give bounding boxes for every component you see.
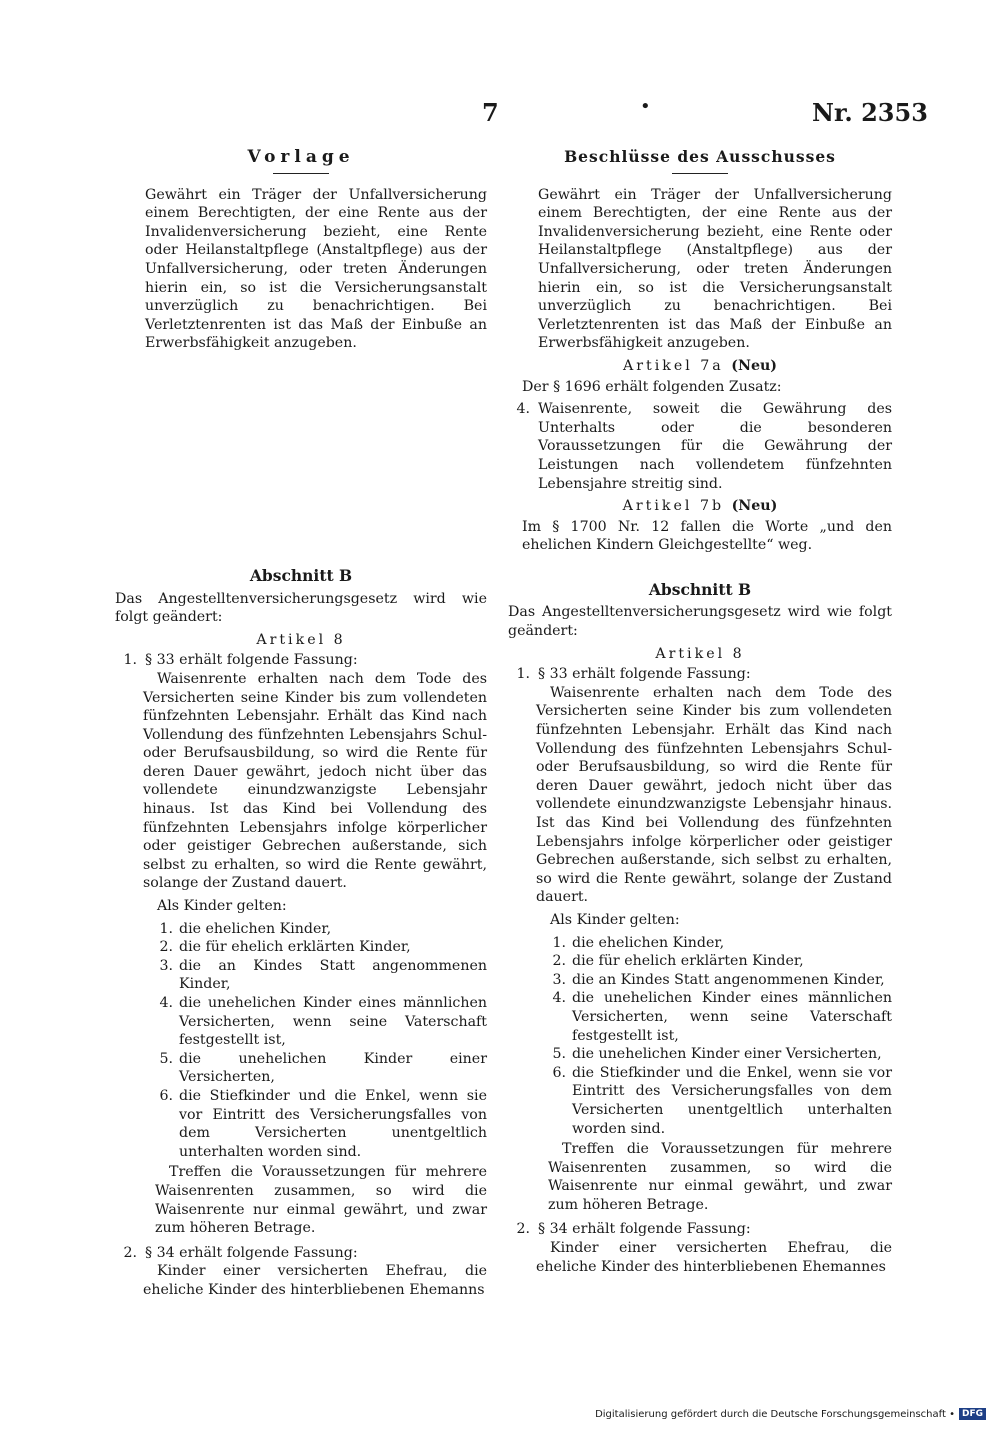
left-item-2-body: Kinder einer versicherten Ehefrau, die eheliche Kinder des hinterbliebenen Ehemanns [143, 1263, 487, 1298]
list-item-number: 4. [552, 990, 566, 1007]
list-item-number: 3. [552, 971, 566, 988]
left-column [115, 148, 487, 1304]
list-item-number: 1. [552, 934, 566, 951]
left-closing: Treffen die Voraussetzungen für mehrere Waisenrenten zusammen, so wird die Waisenrente nur einmal gewährt, und zwar zum höheren Betrage. [155, 1164, 487, 1237]
right-section-intro: Das Angestelltenversicherungsgesetz wird wie folgt geändert: [508, 604, 892, 640]
right-item-2-number: 2. [516, 1221, 530, 1238]
left-spacer [115, 357, 487, 563]
left-item-2 [115, 1244, 487, 1263]
list-item-text: die unehelichen Kinder einer Versicherten, [572, 1046, 882, 1063]
list-item-text: die unehelichen Kinder eines männlichen Versicherten, wenn seine Vaterschaft festgestellt ist, [179, 995, 487, 1049]
list-item [155, 938, 487, 957]
right-section-heading: Abschnitt B [648, 579, 752, 599]
list-item-text: die unehelichen Kinder einer Versicherten, [179, 1050, 487, 1086]
left-item-1-body: Waisenrente erhalten nach dem Tode des Versicherten seine Kinder bis zum vollendeten fünfzehnten Lebensjahr. Erhält das Kind nach Vollendung des fünfzehnten Lebensjahrs Schul- oder Berufsausbildung, so wird die Rente für deren Dauer gewährt, jedoch nicht über das vollendete einundzwanzigste Lebensjahr hinaus. Ist das Kind bei Vollendung des fünfzehnten Lebensjahrs infolge körperlicher oder geistiger Gebrechen außerstande, sich selbst zu erhalten, so wird die Rente gewährt, solange der Zustand dauert. [143, 670, 487, 892]
right-item-1-number: 1. [516, 666, 530, 683]
left-item-1-body-block [115, 670, 487, 916]
footer-text: Digitalisierung gefördert durch die Deutsche Forschungsgemeinschaft • [595, 1408, 955, 1420]
right-spacer [508, 559, 892, 577]
right-article-7b-text: Im § 1700 Nr. 12 fallen die Worte „und den ehelichen Kindern Gleichgestellte“ weg. [522, 518, 892, 554]
dfg-logo: DFG [959, 1408, 986, 1420]
digitization-footer [595, 1408, 986, 1420]
right-article-7a-text: Der § 1696 erhält folgenden Zusatz: [522, 378, 782, 395]
left-kinder-list [115, 920, 487, 1162]
list-item-number: 5. [159, 1050, 173, 1067]
right-article-7a-item-number: 4. [516, 401, 530, 418]
list-item-number: 4. [159, 995, 173, 1011]
left-section-intro: Das Angestelltenversicherungsgesetz wird wie folgt geändert: [115, 590, 487, 626]
right-article-7a-item-text: Waisenrente, soweit die Gewährung des Unterhalts oder die besonderen Voraussetzungen für die Gewährung der Leistungen nach vollendetem fünfzehnten Lebensjahre streitig sind. [538, 401, 892, 492]
left-section-heading: Abschnitt B [249, 565, 353, 585]
list-item [548, 1045, 892, 1064]
right-item-2-text: § 34 erhält folgende Fassung: [538, 1221, 751, 1238]
list-item-number: 5. [552, 1046, 566, 1063]
right-item-2 [508, 1220, 892, 1239]
list-item-number: 6. [159, 1087, 173, 1104]
list-item-text: die Stiefkinder und die Enkel, wenn sie vor Eintritt des Versicherungsfalles von dem Versicherten unentgeltlich unterhalten worden sind. [572, 1064, 892, 1137]
right-item-1-body: Waisenrente erhalten nach dem Tode des Versicherten seine Kinder bis zum vollendeten fünfzehnten Lebensjahr. Erhält das Kind nach Vollendung des fünfzehnten Lebensjahrs Schul- oder Berufsausbildung, so wird die Rente für deren Dauer gewährt, jedoch nicht über das vollendete einundzwanzigste Lebensjahr hinaus. Ist das Kind bei Vollendung des fünfzehnten Lebensjahrs infolge körperlicher oder geistiger Gebrechen außerstande, sich selbst zu erhalten, so wird die Rente gewährt, solange der Zustand dauert. [536, 684, 892, 906]
article-7a-new-tag: (Neu) [731, 357, 778, 374]
left-item-2-text: § 34 erhält folgende Fassung: [145, 1244, 358, 1261]
left-intro: Gewährt ein Träger der Unfallversicherung einem Berechtigten, der eine Rente aus der Invalidenversicherung bezieht, eine Rente oder Heilanstaltpflege (Anstaltpflege) aus der Unfallversicherung, oder treten Änderungen hierin ein, so ist die Versicherungsanstalt unverzüglich zu benachrichtigen. Bei Verletztenrenten ist das Maß der Einbuße an Erwerbsfähigkeit anzugeben. [145, 186, 487, 352]
right-article-7b [508, 497, 892, 516]
left-item-1 [115, 651, 487, 670]
list-item-text: die unehelichen Kinder eines männlichen Versicherten, wenn seine Vaterschaft festgestellt ist, [572, 990, 892, 1044]
left-heading-rule [273, 173, 329, 174]
right-heading: Beschlüsse des Ausschusses [564, 147, 836, 166]
list-item [155, 957, 487, 994]
right-article-7a-item [508, 400, 892, 493]
list-item [548, 1064, 892, 1138]
list-item-text: die an Kindes Statt angenommenen Kinder, [179, 957, 487, 993]
left-item-1-number: 1. [123, 652, 137, 669]
right-heading-rule [672, 173, 728, 174]
article-7b-label: Artikel 7b [622, 498, 725, 515]
left-item-1-text: § 33 erhält folgende Fassung: [145, 652, 358, 669]
list-item [155, 1050, 487, 1087]
document-number: Nr. 2353 [812, 98, 928, 127]
left-heading: Vorlage [247, 147, 355, 167]
article-7b-new-tag: (Neu) [731, 498, 778, 515]
list-item-number: 6. [552, 1064, 566, 1081]
right-item-1 [508, 665, 892, 684]
list-item [155, 1087, 487, 1161]
list-item-text: die ehelichen Kinder, [572, 934, 725, 951]
list-item [548, 989, 892, 1045]
right-item-2-body-block [508, 1239, 892, 1276]
list-item-text: die an Kindes Statt angenommenen Kinder, [572, 971, 885, 988]
bullet-mark: • [640, 96, 651, 117]
left-kinder-intro: Als Kinder gelten: [157, 898, 287, 915]
right-article-7a [508, 357, 892, 376]
list-item-text: die Stiefkinder und die Enkel, wenn sie vor Eintritt des Versicherungsfalles von dem Versicherten unentgeltlich unterhalten worden sind. [179, 1087, 487, 1160]
list-item-text: die ehelichen Kinder, [179, 920, 332, 937]
right-item-2-body: Kinder einer versicherten Ehefrau, die eheliche Kinder des hinterbliebenen Ehemannes [536, 1240, 892, 1275]
list-item-text: die für ehelich erklärten Kinder, [179, 939, 411, 956]
left-item-2-number: 2. [123, 1244, 137, 1261]
right-item-1-text: § 33 erhält folgende Fassung: [538, 666, 751, 683]
left-item-2-body-block [115, 1262, 487, 1299]
article-7a-label: Artikel 7a [622, 357, 724, 374]
list-item [155, 920, 487, 939]
list-item [548, 971, 892, 990]
list-item-number: 2. [159, 939, 173, 956]
list-item [548, 934, 892, 953]
left-article-8: Artikel 8 [256, 631, 346, 648]
list-item-number: 3. [159, 957, 173, 974]
list-item-text: die für ehelich erklärten Kinder, [572, 953, 804, 970]
right-kinder-intro: Als Kinder gelten: [550, 911, 680, 928]
right-kinder-list [508, 934, 892, 1139]
page-number: 7 [482, 98, 499, 127]
right-column [508, 148, 892, 1280]
right-intro: Gewährt ein Träger der Unfallversicherung einem Berechtigten, der eine Rente aus der Invalidenversicherung bezieht, eine Rente oder Heilanstaltpflege (Anstaltpflege) aus der Unfallversicherung, oder treten Änderungen hierin ein, so ist die Versicherungsanstalt unverzüglich zu benachrichtigen. Bei Verletztenrenten ist das Maß der Einbuße an Erwerbsfähigkeit anzugeben. [538, 186, 892, 352]
right-article-8: Artikel 8 [655, 645, 745, 662]
list-item [548, 952, 892, 971]
list-item [155, 994, 487, 1050]
list-item-number: 1. [159, 920, 173, 937]
right-closing: Treffen die Voraussetzungen für mehrere Waisenrenten zusammen, so wird die Waisenrente nur einmal gewährt, und zwar zum höheren Betrage. [548, 1141, 892, 1213]
list-item-number: 2. [552, 953, 566, 970]
right-item-1-body-block [508, 684, 892, 930]
